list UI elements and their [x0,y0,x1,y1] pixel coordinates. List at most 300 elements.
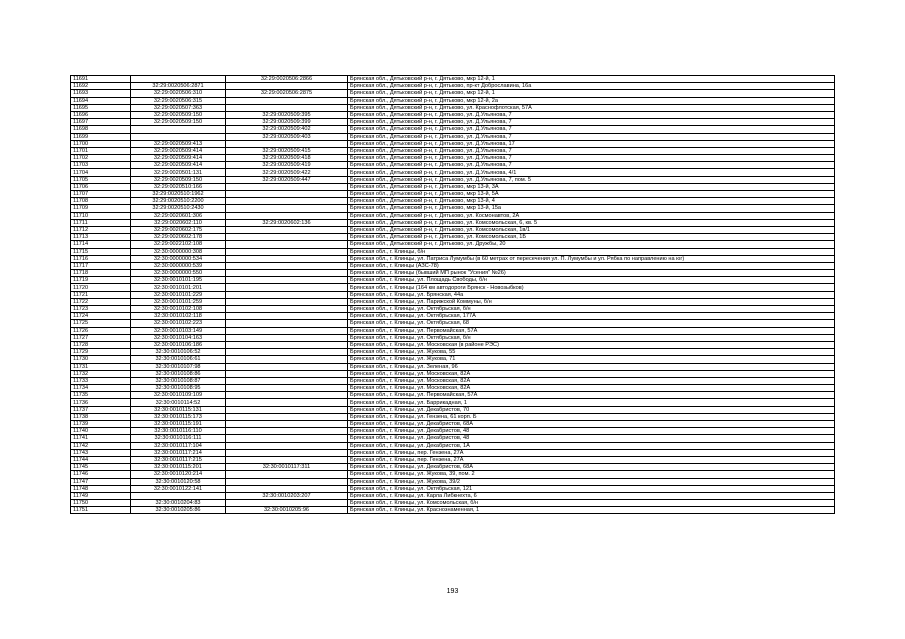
address-cell: Брянская обл., Дятьковский р-н, г. Дятьково, ул. Д.Ульянова, 7 [348,111,835,118]
row-index-cell: 11749 [71,492,131,499]
object-number-cell: 32:29:0020506:2875 [226,90,348,97]
row-index-cell: 11738 [71,413,131,420]
parcel-number-cell: 32:30:0010106:186 [131,341,226,348]
parcel-number-cell: 32:30:0010109:109 [131,392,226,399]
parcel-number-cell: 32:30:0010104:163 [131,334,226,341]
table-row [71,90,835,97]
object-number-cell [226,270,348,277]
parcel-number-cell: 32:29:0020602:175 [131,226,226,233]
parcel-number-cell: 32:30:0010117:215 [131,456,226,463]
object-number-cell [226,363,348,370]
table-row [71,111,835,118]
table-row [71,449,835,456]
table-row [71,471,835,478]
parcel-number-cell: 32:29:0020506:310 [131,90,226,97]
object-number-cell: 32:29:0020509:399 [226,119,348,126]
table-row [71,334,835,341]
parcel-number-cell: 32:30:0010117:104 [131,442,226,449]
row-index-cell: 11743 [71,449,131,456]
row-index-cell: 11694 [71,97,131,104]
address-cell: Брянская обл., г. Клинцы, ул. Карла Либкнехта, 6 [348,492,835,499]
table-row [71,478,835,485]
table-row [71,198,835,205]
parcel-number-cell: 32:30:0010115:173 [131,413,226,420]
parcel-number-cell: 32:30:0010108:95 [131,385,226,392]
object-number-cell [226,471,348,478]
object-number-cell [226,191,348,198]
object-number-cell [226,435,348,442]
address-cell: Брянская обл., г. Клинцы, ул. Октябрьская, 68 [348,320,835,327]
object-number-cell [226,421,348,428]
object-number-cell [226,320,348,327]
table-row [71,485,835,492]
row-index-cell: 11712 [71,226,131,233]
row-index-cell: 11728 [71,341,131,348]
address-cell: Брянская обл., г. Клинцы, ул. Октябрьская, 121 [348,485,835,492]
table-row [71,356,835,363]
object-number-cell [226,298,348,305]
address-cell: Брянская обл., г. Клинцы, ул. Декабристов, 48 [348,428,835,435]
object-number-cell: 32:29:0020509:402 [226,126,348,133]
table-row [71,119,835,126]
row-index-cell: 11731 [71,363,131,370]
object-number-cell [226,349,348,356]
parcel-number-cell: 32:30:0010122:141 [131,485,226,492]
address-cell: Брянская обл., г. Клинцы, ул. Жукова, 39/2 [348,478,835,485]
row-index-cell: 11741 [71,435,131,442]
row-index-cell: 11691 [71,76,131,83]
row-index-cell: 11695 [71,104,131,111]
object-number-cell [226,449,348,456]
address-cell: Брянская обл., Дятьковский р-н, г. Дятьково, ул. Д.Ульянова, 7 [348,126,835,133]
parcel-number-cell: 32:29:0020510:1962 [131,191,226,198]
row-index-cell: 11696 [71,111,131,118]
parcel-number-cell [131,133,226,140]
parcel-number-cell: 32:30:0010102:108 [131,306,226,313]
object-number-cell [226,284,348,291]
address-cell: Брянская обл., Дятьковский р-н, г. Дятьково, мкр 12-й, 1 [348,76,835,83]
row-index-cell: 11699 [71,133,131,140]
parcel-number-cell: 32:30:0010117:214 [131,449,226,456]
table-row [71,341,835,348]
table-row [71,442,835,449]
parcel-number-cell: 32:30:0010120:214 [131,471,226,478]
object-number-cell [226,413,348,420]
row-index-cell: 11750 [71,500,131,507]
object-number-cell [226,83,348,90]
row-index-cell: 11735 [71,392,131,399]
table-row [71,385,835,392]
row-index-cell: 11739 [71,421,131,428]
row-index-cell: 11715 [71,248,131,255]
object-number-cell [226,140,348,147]
row-index-cell: 11714 [71,241,131,248]
object-number-cell: 32:30:0010117:311 [226,464,348,471]
object-number-cell [226,442,348,449]
table-row [71,183,835,190]
object-number-cell [226,198,348,205]
address-cell: Брянская обл., Дятьковский р-н, г. Дятьково, ул. Д.Ульянова, 17 [348,140,835,147]
row-index-cell: 11726 [71,327,131,334]
address-cell: Брянская обл., г. Клинцы, ул. Брянская, 44а [348,291,835,298]
table-row [71,241,835,248]
parcel-number-cell: 32:29:0020507:363 [131,104,226,111]
row-index-cell: 11713 [71,234,131,241]
object-number-cell [226,277,348,284]
row-index-cell: 11725 [71,320,131,327]
object-number-cell [226,341,348,348]
parcel-number-cell: 32:30:0000000:534 [131,255,226,262]
table-row [71,428,835,435]
row-index-cell: 11702 [71,155,131,162]
parcel-number-cell: 32:30:0000000:308 [131,248,226,255]
table-row [71,363,835,370]
table-row [71,421,835,428]
object-number-cell: 32:29:0020602:136 [226,219,348,226]
table-row [71,176,835,183]
address-cell: Брянская обл., г. Клинцы, пер. Гензена, 27А [348,449,835,456]
table-row [71,406,835,413]
table-row [71,456,835,463]
parcel-number-cell [131,76,226,83]
address-cell: Брянская обл., Дятьковский р-н, г. Дятьково, ул. Комсомольская, 1Б [348,234,835,241]
address-cell: Брянская обл., Дятьковский р-н, г. Дятьково, мкр 13-й, 15а [348,205,835,212]
row-index-cell: 11742 [71,442,131,449]
object-number-cell [226,205,348,212]
object-number-cell [226,313,348,320]
row-index-cell: 11722 [71,298,131,305]
table-row [71,212,835,219]
parcel-number-cell: 32:29:0020601:306 [131,212,226,219]
object-number-cell [226,183,348,190]
address-cell: Брянская обл., г. Клинцы, ул. Гензена, 61 корп. Б [348,413,835,420]
address-cell: Брянская обл., г. Клинцы, ул. Декабристов, 1А [348,442,835,449]
parcel-number-cell: 32:29:0020510:166 [131,183,226,190]
address-cell: Брянская обл., Дятьковский р-н, г. Дятьково, мкр 12-й, 1 [348,90,835,97]
table-row [71,126,835,133]
address-cell: Брянская обл., г. Клинцы, ул. Московская, 82А [348,370,835,377]
address-cell: Брянская обл., г. Клинцы, ул. Жукова, 39, пом. 2 [348,471,835,478]
parcel-number-cell: 32:30:0010101:201 [131,284,226,291]
address-cell: Брянская обл., г. Клинцы (164 км автодороги Брянск - Новозыбков) [348,284,835,291]
table-row [71,464,835,471]
address-cell: Брянская обл., г. Клинцы, ул. Октябрьская, б/н [348,306,835,313]
table-row [71,492,835,499]
address-cell: Брянская обл., Дятьковский р-н, г. Дятьково, ул. Д.Ульянова, 7 [348,119,835,126]
table-row [71,140,835,147]
address-cell: Брянская обл., г. Клинцы, ул. Московская (в районе РЭС) [348,341,835,348]
parcel-number-cell: 32:30:0010108:86 [131,370,226,377]
parcel-number-cell: 32:30:0010120:58 [131,478,226,485]
address-cell: Брянская обл., г. Клинцы, б/н [348,248,835,255]
address-cell: Брянская обл., г. Клинцы, ул. Комсомольская, б/н [348,500,835,507]
address-cell: Брянская обл., Дятьковский р-н, г. Дятьково, ул. Космонавтов, 2А [348,212,835,219]
address-cell: Брянская обл., г. Клинцы, ул. Октябрьская, б/н [348,334,835,341]
table-row [71,234,835,241]
table-row [71,370,835,377]
address-cell: Брянская обл., г. Клинцы, ул. Жукова, 71 [348,356,835,363]
object-number-cell [226,241,348,248]
row-index-cell: 11698 [71,126,131,133]
row-index-cell: 11724 [71,313,131,320]
row-index-cell: 11730 [71,356,131,363]
address-cell: Брянская обл., Дятьковский р-н, г. Дятьково, ул. Комсомольская, 1в/1 [348,226,835,233]
row-index-cell: 11705 [71,176,131,183]
object-number-cell [226,428,348,435]
object-number-cell: 32:29:0020509:447 [226,176,348,183]
parcel-number-cell: 32:30:0010116:111 [131,435,226,442]
address-cell: Брянская обл., г. Клинцы, ул. Баррикадная, 1 [348,399,835,406]
row-index-cell: 11737 [71,406,131,413]
table-row [71,262,835,269]
parcel-number-cell: 32:30:0010116:110 [131,428,226,435]
table-row [71,413,835,420]
object-number-cell [226,255,348,262]
object-number-cell [226,377,348,384]
table-row [71,104,835,111]
table-row [71,291,835,298]
address-cell: Брянская обл., г. Клинцы, ул. Краснознаменная, 1 [348,507,835,514]
row-index-cell: 11748 [71,485,131,492]
table-row [71,133,835,140]
table-row [71,306,835,313]
parcel-number-cell: 32:29:0020602:110 [131,219,226,226]
object-number-cell: 32:29:0020509:418 [226,155,348,162]
parcel-number-cell: 32:30:0010101:259 [131,298,226,305]
parcel-number-cell: 32:30:0010107:98 [131,363,226,370]
parcel-number-cell: 32:29:0020506:315 [131,97,226,104]
row-index-cell: 11727 [71,334,131,341]
row-index-cell: 11729 [71,349,131,356]
row-index-cell: 11716 [71,255,131,262]
address-cell: Брянская обл., г. Клинцы, ул. Жукова, 55 [348,349,835,356]
parcel-number-cell: 32:29:0020509:150 [131,111,226,118]
address-cell: Брянская обл., Дятьковский р-н, г. Дятьково, мкр 13-й, 3А [348,183,835,190]
row-index-cell: 11697 [71,119,131,126]
table-row [71,169,835,176]
table-row [71,83,835,90]
table-row [71,191,835,198]
parcel-number-cell: 32:29:0020602:178 [131,234,226,241]
parcel-number-cell: 32:30:0010106:52 [131,349,226,356]
object-number-cell [226,500,348,507]
row-index-cell: 11718 [71,270,131,277]
parcel-number-cell [131,492,226,499]
address-cell: Брянская обл., г. Клинцы, ул. Первомайская, 57А [348,392,835,399]
address-cell: Брянская обл., Дятьковский р-н, г. Дятьково, мкр 13-й, 4 [348,198,835,205]
row-index-cell: 11701 [71,147,131,154]
parcel-number-cell: 32:30:0010115:191 [131,421,226,428]
row-index-cell: 11723 [71,306,131,313]
parcel-number-cell: 32:30:0010114:52 [131,399,226,406]
parcel-number-cell: 32:30:0010102:118 [131,313,226,320]
address-cell: Брянская обл., г. Клинцы, ул. Декабристов, 48 [348,435,835,442]
address-cell: Брянская обл., г. Клинцы, ул. Декабристов, 68А [348,464,835,471]
object-number-cell [226,291,348,298]
row-index-cell: 11709 [71,205,131,212]
table-row [71,270,835,277]
table-row [71,507,835,514]
table-row [71,205,835,212]
address-cell: Брянская обл., Дятьковский р-н, г. Дятьково, ул. Д.Ульянова, 7 [348,133,835,140]
object-number-cell [226,327,348,334]
row-index-cell: 11693 [71,90,131,97]
object-number-cell [226,226,348,233]
object-number-cell: 32:29:0020509:422 [226,169,348,176]
parcel-number-cell [131,126,226,133]
parcel-number-cell: 32:29:0020510:2430 [131,205,226,212]
object-number-cell: 32:29:0020509:395 [226,111,348,118]
address-cell: Брянская обл., Дятьковский р-н, г. Дятьково, ул. Д.Ульянова, 7 [348,155,835,162]
parcel-number-cell: 32:29:0020509:150 [131,119,226,126]
row-index-cell: 11719 [71,277,131,284]
object-number-cell [226,262,348,269]
parcel-number-cell: 32:29:0020509:414 [131,147,226,154]
address-cell: Брянская обл., г. Клинцы, ул. Московская, 82А [348,377,835,384]
object-number-cell: 32:29:0020509:419 [226,162,348,169]
row-index-cell: 11704 [71,169,131,176]
row-index-cell: 11700 [71,140,131,147]
cadastral-table [70,75,835,514]
object-number-cell: 32:30:0010205:96 [226,507,348,514]
table-row [71,255,835,262]
table-row [71,349,835,356]
table-row [71,226,835,233]
row-index-cell: 11740 [71,428,131,435]
address-cell: Брянская обл., г. Клинцы, ул. Декабристов, 68А [348,421,835,428]
object-number-cell [226,334,348,341]
parcel-number-cell: 32:29:0020510:2200 [131,198,226,205]
parcel-number-cell: 32:30:0010204:83 [131,500,226,507]
object-number-cell [226,234,348,241]
address-cell: Брянская обл., Дятьковский р-н, г. Дятьково, ул. Д.Ульянова, 4/1 [348,169,835,176]
address-cell: Брянская обл., Дятьковский р-н, г. Дятьково, ул. Д.Ульянова, 7 [348,162,835,169]
object-number-cell [226,97,348,104]
parcel-number-cell: 32:30:0010115:131 [131,406,226,413]
table-row [71,76,835,83]
parcel-number-cell: 32:29:0020501:131 [131,169,226,176]
object-number-cell [226,370,348,377]
object-number-cell: 32:30:0010203:207 [226,492,348,499]
parcel-number-cell: 32:30:0000000:550 [131,270,226,277]
table-row [71,500,835,507]
table-row [71,284,835,291]
row-index-cell: 11706 [71,183,131,190]
row-index-cell: 11736 [71,399,131,406]
object-number-cell [226,399,348,406]
table-row [71,162,835,169]
page-number: 193 [446,588,459,595]
row-index-cell: 11746 [71,471,131,478]
parcel-number-cell: 32:30:0000000:539 [131,262,226,269]
parcel-number-cell: 32:30:0010103:149 [131,327,226,334]
object-number-cell [226,306,348,313]
row-index-cell: 11720 [71,284,131,291]
table-row [71,327,835,334]
address-cell: Брянская обл., г. Клинцы, ул. Первомайская, 57А [348,327,835,334]
address-cell: Брянская обл., г. Клинцы, ул. Патриса Лумумбы (в 60 метрах от пересечения ул. П. Лумумбы и ул. Рябка по направлению на юг) [348,255,835,262]
row-index-cell: 11721 [71,291,131,298]
object-number-cell [226,356,348,363]
parcel-number-cell: 32:29:0020509:414 [131,155,226,162]
address-cell: Брянская обл., г. Клинцы, ул. Декабристов, 70 [348,406,835,413]
address-cell: Брянская обл., г. Клинцы, ул. Парижской Коммуны, б/н [348,298,835,305]
address-cell: Брянская обл., Дятьковский р-н, г. Дятьково, ул. Д.Ульянова, 7, пом. 5 [348,176,835,183]
address-cell: Брянская обл., Дятьковский р-н, г. Дятьково, мкр 12-й, 2а [348,97,835,104]
table-row [71,392,835,399]
row-index-cell: 11733 [71,377,131,384]
row-index-cell: 11692 [71,83,131,90]
row-index-cell: 11734 [71,385,131,392]
table-row [71,219,835,226]
parcel-number-cell: 32:30:0010115:201 [131,464,226,471]
row-index-cell: 11717 [71,262,131,269]
object-number-cell: 32:29:0020506:2866 [226,76,348,83]
address-cell: Брянская обл., г. Клинцы, ул. Площадь Свободы, б/н [348,277,835,284]
object-number-cell [226,212,348,219]
row-index-cell: 11707 [71,191,131,198]
object-number-cell [226,392,348,399]
table-row [71,298,835,305]
row-index-cell: 11708 [71,198,131,205]
row-index-cell: 11732 [71,370,131,377]
row-index-cell: 11745 [71,464,131,471]
address-cell: Брянская обл., г. Клинцы (АЗС-78) [348,262,835,269]
table-row [71,248,835,255]
table-row [71,435,835,442]
object-number-cell [226,406,348,413]
address-cell: Брянская обл., Дятьковский р-н, г. Дятьково, пр-кт Доброславина, 16а [348,83,835,90]
table-row [71,155,835,162]
object-number-cell [226,478,348,485]
row-index-cell: 11703 [71,162,131,169]
parcel-number-cell: 32:29:0020509:414 [131,162,226,169]
object-number-cell [226,104,348,111]
table-row [71,313,835,320]
row-index-cell: 11710 [71,212,131,219]
address-cell: Брянская обл., г. Клинцы, ул. Октябрьская, 177А [348,313,835,320]
object-number-cell [226,456,348,463]
parcel-number-cell: 32:29:0020509:413 [131,140,226,147]
row-index-cell: 11711 [71,219,131,226]
parcel-number-cell: 32:30:0010108:87 [131,377,226,384]
table-row [71,377,835,384]
row-index-cell: 11744 [71,456,131,463]
object-number-cell [226,385,348,392]
parcel-number-cell: 32:30:0010106:61 [131,356,226,363]
parcel-number-cell: 32:30:0010101:195 [131,277,226,284]
table-body [71,76,835,514]
parcel-number-cell: 32:30:0010102:223 [131,320,226,327]
object-number-cell [226,248,348,255]
address-cell: Брянская обл., г. Клинцы, ул. Московская, 82А [348,385,835,392]
parcel-number-cell: 32:30:0010205:86 [131,507,226,514]
parcel-number-cell: 32:30:0010101:229 [131,291,226,298]
address-cell: Брянская обл., г. Клинцы, пер. Гензена, 27А [348,456,835,463]
address-cell: Брянская обл., Дятьковский р-н, г. Дятьково, ул. Комсомольская, 6, кв. 5 [348,219,835,226]
address-cell: Брянская обл., Дятьковский р-н, г. Дятьково, ул. Краснофлотская, 57А [348,104,835,111]
parcel-number-cell: 32:29:0022102:108 [131,241,226,248]
table-row [71,399,835,406]
address-cell: Брянская обл., Дятьковский р-н, г. Дятьково, ул. Дружбы, 20 [348,241,835,248]
table-row [71,277,835,284]
parcel-number-cell: 32:29:0020509:150 [131,176,226,183]
address-cell: Брянская обл., Дятьковский р-н, г. Дятьково, ул. Д.Ульянова, 7 [348,147,835,154]
object-number-cell: 32:29:0020509:403 [226,133,348,140]
address-cell: Брянская обл., г. Клинцы, ул. Зеленая, 96 [348,363,835,370]
object-number-cell: 32:29:0020509:415 [226,147,348,154]
table-row [71,320,835,327]
